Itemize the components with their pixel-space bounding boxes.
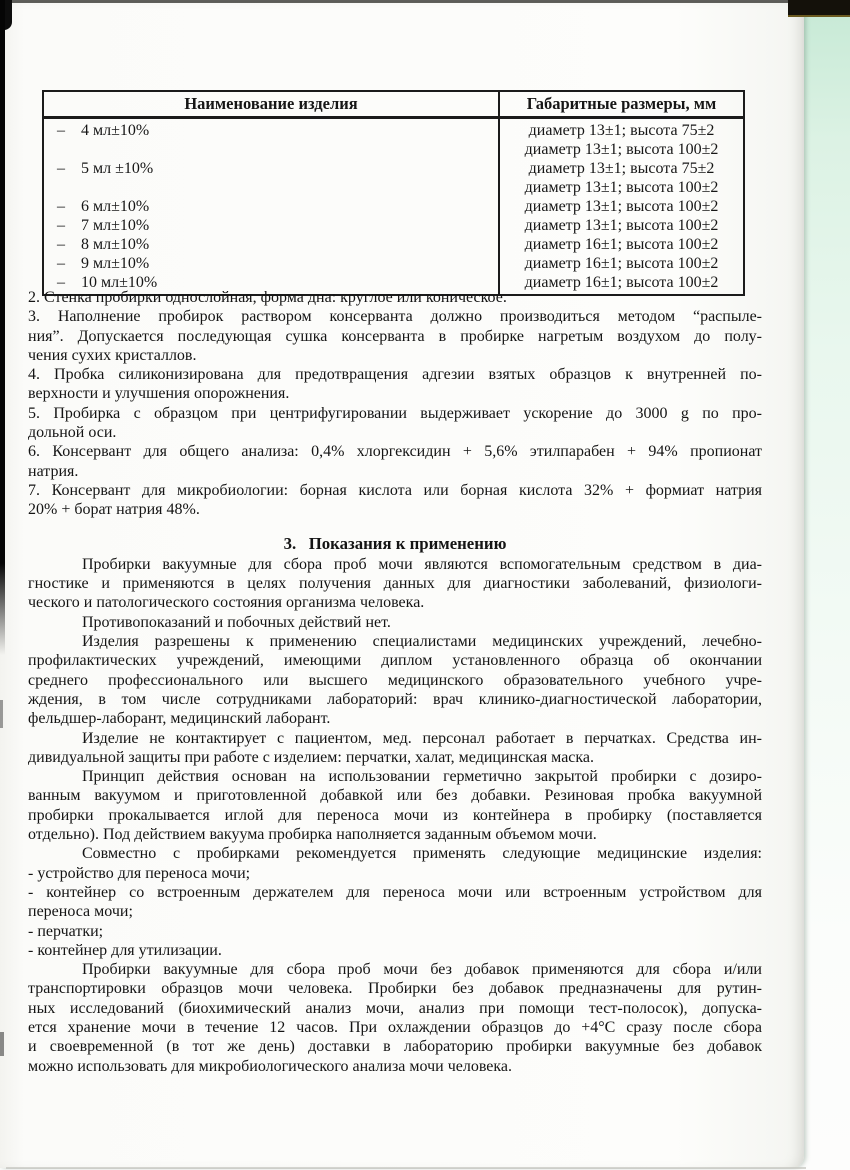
text-line: отдельно). Под действием вакуума пробирка наполняется заданным объемом мочи. — [28, 826, 597, 844]
text-line: среднего профессионального или высшего медицинского образовательного учебного учре- — [28, 671, 762, 689]
text-line: ных исследований (биохимический анализ мочи, анализ при помощи тест-полосок), допуска- — [28, 999, 762, 1017]
text-line: гностике и применяются в целях получения данных для диагностики заболеваний, физиологи- — [28, 575, 762, 593]
table-cell-line-product — [44, 178, 498, 197]
table-cell-line-dimension: диаметр 16±1; высота 100±2 — [524, 274, 719, 291]
text-line: 2. Стенка пробирки однослойная, форма дна: круглое или коническое. — [28, 289, 507, 306]
table-cell-line-product: – 6 мл±10% — [57, 198, 150, 215]
text-line: 3. Наполнение пробирок раствором консерванта должно производиться методом “распыле- — [28, 308, 762, 326]
table-cell-line-dimension: диаметр 13±1; высота 75±2 — [528, 122, 715, 139]
table-cell-line-product — [44, 140, 498, 159]
table-header-product-name: Наименование изделия — [43, 91, 499, 118]
text-line: 4. Пробка силиконизирована для предотвращения адгезии взятых образцов к внутренней по- — [28, 366, 762, 384]
table-cell-line-product: – 4 мл±10% — [57, 122, 150, 139]
table-body-row — [43, 118, 744, 296]
text-line: чения сухих кристаллов. — [28, 346, 197, 364]
text-line: фельдшер-лаборант, медицинский лаборант. — [28, 710, 331, 728]
table-cell-line-product: – 5 мл ±10% — [57, 160, 154, 177]
table-cell-line-product: – 10 мл±10% — [57, 274, 158, 291]
text-line: верхности и улучшения опорожнения. — [28, 385, 290, 403]
text-line: ждения, в том числе сотрудниками лабораторий: врач клинико-диагностической лаборатории, — [28, 690, 762, 708]
table-cell-line-product: – 9 мл±10% — [57, 255, 150, 272]
text-line: ется хранение мочи в течение 12 часов. При охлаждении образцов до +4°С сразу после сбора — [28, 1018, 762, 1036]
table-cell-line-dimension: диаметр 16±1; высота 100±2 — [524, 236, 719, 253]
text-line: 7. Консервант для микробиологии: борная кислота или борная кислота 32% + формиат натрия — [28, 481, 762, 499]
scan-artifact-top-edge — [0, 0, 814, 3]
text-line: 6. Консервант для общего анализа: 0,4% хлоргексидин + 5,6% этилпарабен + 94% пропионат — [28, 443, 762, 461]
scan-artifact-bottom-edge — [6, 1167, 806, 1169]
text-line: Принцип действия основан на использовании герметично закрытой пробирки с дозиро- — [82, 768, 762, 786]
document-body — [28, 288, 762, 1076]
scan-artifact-left-mark — [0, 700, 3, 728]
table-cell-line-dimension: диаметр 13±1; высота 100±2 — [524, 141, 719, 158]
table-column-products — [43, 118, 499, 296]
section-heading: 3. Показания к применению — [283, 533, 507, 553]
text-line: 5. Пробирка с образцом при центрифугировании выдерживает ускорение до 3000 g по про- — [28, 404, 762, 422]
text-line: - контейнер для утилизации. — [28, 941, 222, 959]
text-line: и своевременной (в тот же день) доставки в лабораторию пробирки вакуумные без добавок — [28, 1038, 762, 1056]
text-line: Пробирки вакуумные для сбора проб мочи являются вспомогательным средством в диа- — [82, 555, 762, 573]
table-column-dimensions — [499, 118, 744, 296]
text-line: дивидуальной защиты при работе с изделием: перчатки, халат, медицинская маска. — [28, 748, 595, 766]
text-line: Пробирки вакуумные для сбора проб мочи без добавок применяются для сбора и/или — [82, 961, 762, 979]
table-cell-line-product: – 7 мл±10% — [57, 217, 150, 234]
text-line: - устройство для переноса мочи; — [28, 864, 251, 882]
text-line: Изделие не контактирует с пациентом, мед. персонал работает в перчатках. Средства ин- — [82, 729, 762, 747]
table-cell-line-dimension: диаметр 13±1; высота 100±2 — [524, 179, 719, 196]
text-line: Изделия разрешены к применению специалистами медицинских учреждений, лечебно- — [82, 633, 762, 651]
table-cell-line-dimension: диаметр 13±1; высота 100±2 — [524, 198, 719, 215]
paper-sheet — [0, 2, 804, 1168]
text-line: Противопоказаний и побочных действий нет. — [82, 613, 391, 631]
table-cell-line-dimension: диаметр 13±1; высота 75±2 — [528, 160, 715, 177]
table-header-dimensions: Габаритные размеры, мм — [499, 91, 744, 118]
product-table — [42, 90, 745, 296]
text-line: переноса мочи; — [28, 903, 133, 921]
text-line: пробирки прокалывается иглой для переноса мочи из контейнера в пробирку (поставляется — [28, 806, 762, 824]
text-line: дольной оси. — [28, 424, 117, 442]
text-line: ванным вакуумом и приготовленной добавкой или без добавки. Резиновая пробка вакуумной — [28, 787, 762, 805]
table-cell-line-dimension: диаметр 16±1; высота 100±2 — [524, 255, 719, 272]
text-line: натрия. — [28, 462, 79, 480]
text-line: профилактических учреждений, имеющими диплом установленного образца об окончании — [28, 652, 762, 670]
text-line: можно использовать для микробиологического анализа мочи человека. — [28, 1057, 513, 1075]
text-line: ческого и патологического состояния организма человека. — [28, 594, 425, 612]
text-line: 20% + борат натрия 48%. — [28, 501, 200, 519]
text-line: ния”. Допускается последующая сушка консерванта в пробирке нагретым воздухом до полу- — [28, 327, 762, 345]
text-line: Совместно с пробирками рекомендуется применять следующие медицинские изделия: — [82, 845, 762, 863]
table-cell-line-dimension: диаметр 13±1; высота 100±2 — [524, 217, 719, 234]
text-line: - контейнер со встроенным держателем для переноса мочи или встроенным устройством для — [28, 883, 762, 901]
table-header-row — [43, 91, 744, 118]
scan-artifact-top-right-bar — [788, 0, 850, 17]
scan-artifact-left-mark — [0, 1032, 4, 1056]
table-cell-line-product: – 8 мл±10% — [57, 236, 150, 253]
text-line: - перчатки; — [28, 922, 104, 940]
text-line: транспортировки образцов мочи человека. Пробирки без добавок предназначены для рутин- — [28, 980, 762, 998]
scan-artifact-left-strip — [0, 0, 5, 655]
